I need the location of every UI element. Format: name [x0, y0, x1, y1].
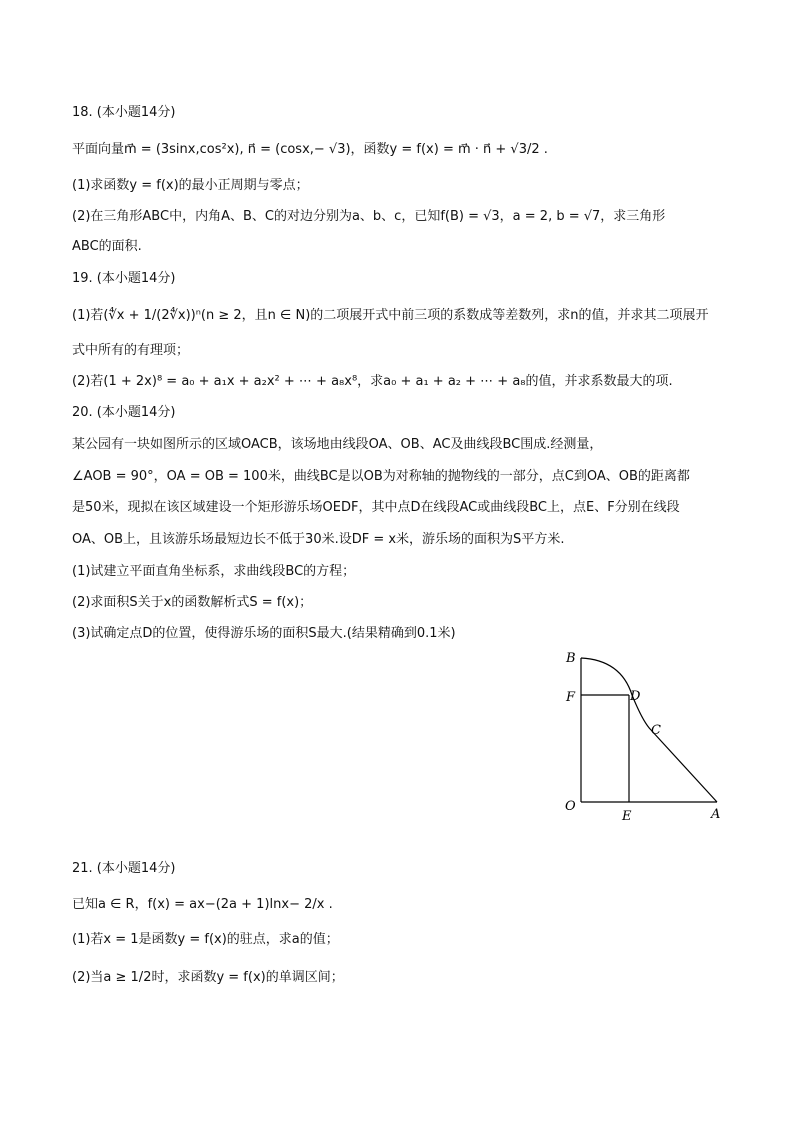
problem-20-stem-line-4: OA、OB上，且该游乐场最短边长不低于30米.设DF = x米，游乐场的面积为S平方米.	[72, 532, 565, 547]
problem-20-stem-line-2: ∠AOB = 90°，OA = OB = 100米，曲线BC是以OB为对称轴的抛物线的一部分，点C到OA、OB的距离都	[72, 469, 690, 484]
problem-21-stem: 已知a ∈ R，f(x) = ax−(2a + 1)lnx− 2/x .	[72, 897, 333, 912]
problem-20-question-1: (1)试建立平面直角坐标系，求曲线段BC的方程；	[72, 564, 356, 579]
problem-19-header: 19. (本小题14分)	[72, 271, 176, 286]
label-F: F	[566, 690, 576, 705]
problem-20-header: 20. (本小题14分)	[72, 405, 176, 420]
problem-20-stem-line-3: 是50米，现拟在该区域建设一个矩形游乐场OEDF，其中点D在线段AC或曲线段BC上，点E、F分别在线段	[72, 500, 680, 515]
problem-18-question-2-line-1: (2)在三角形ABC中，内角A、B、C的对边分别为a、b、c，已知f(B) = √3，a = 2, b = √7，求三角形	[72, 209, 666, 224]
label-C: C	[651, 723, 661, 738]
problem-19-question-1-line-1: (1)若(∜x + 1/(2∜x))ⁿ(n ≥ 2，且n ∈ N)的二项展开式中前三项的系数成等差数列，求n的值，并求其二项展开	[72, 308, 709, 323]
label-A: A	[711, 807, 721, 822]
problem-18-header: 18. (本小题14分)	[72, 105, 176, 120]
problem-19-question-1-line-2: 式中所有的有理项；	[72, 343, 190, 358]
problem-20-stem-line-1: 某公园有一块如图所示的区域OACB，该场地由线段OA、OB、AC及曲线段BC围成.经测量，	[72, 437, 603, 452]
problem-18-question-1: (1)求函数y = f(x)的最小正周期与零点；	[72, 178, 309, 193]
label-E: E	[622, 809, 632, 824]
problem-18-question-2-line-2: ABC的面积.	[72, 239, 142, 254]
problem-20-question-3: (3)试确定点D的位置，使得游乐场的面积S最大.(结果精确到0.1米)	[72, 626, 456, 641]
problem-18-stem: 平面向量m⃗ = (3sinx,cos²x), n⃗ = (cosx,− √3)，函数y = f(x) = m⃗ · n⃗ + √3/2 .	[72, 142, 548, 157]
problem-21-question-1: (1)若x = 1是函数y = f(x)的驻点，求a的值；	[72, 932, 339, 947]
problem-21-question-2: (2)当a ≥ 1/2时，求函数y = f(x)的单调区间；	[72, 970, 344, 985]
curve-BC	[581, 658, 651, 730]
problem-21-header: 21. (本小题14分)	[72, 861, 176, 876]
label-O: O	[565, 799, 576, 814]
problem-20-question-2: (2)求面积S关于x的函数解析式S = f(x)；	[72, 595, 313, 610]
park-region-figure	[550, 640, 740, 830]
segment-CA	[651, 730, 717, 802]
label-B: B	[566, 651, 576, 666]
problem-19-question-2: (2)若(1 + 2x)⁸ = a₀ + a₁x + a₂x² + ⋯ + a₈x⁸，求a₀ + a₁ + a₂ + ⋯ + a₈的值，并求系数最大的项.	[72, 374, 673, 389]
label-D: D	[630, 689, 641, 704]
